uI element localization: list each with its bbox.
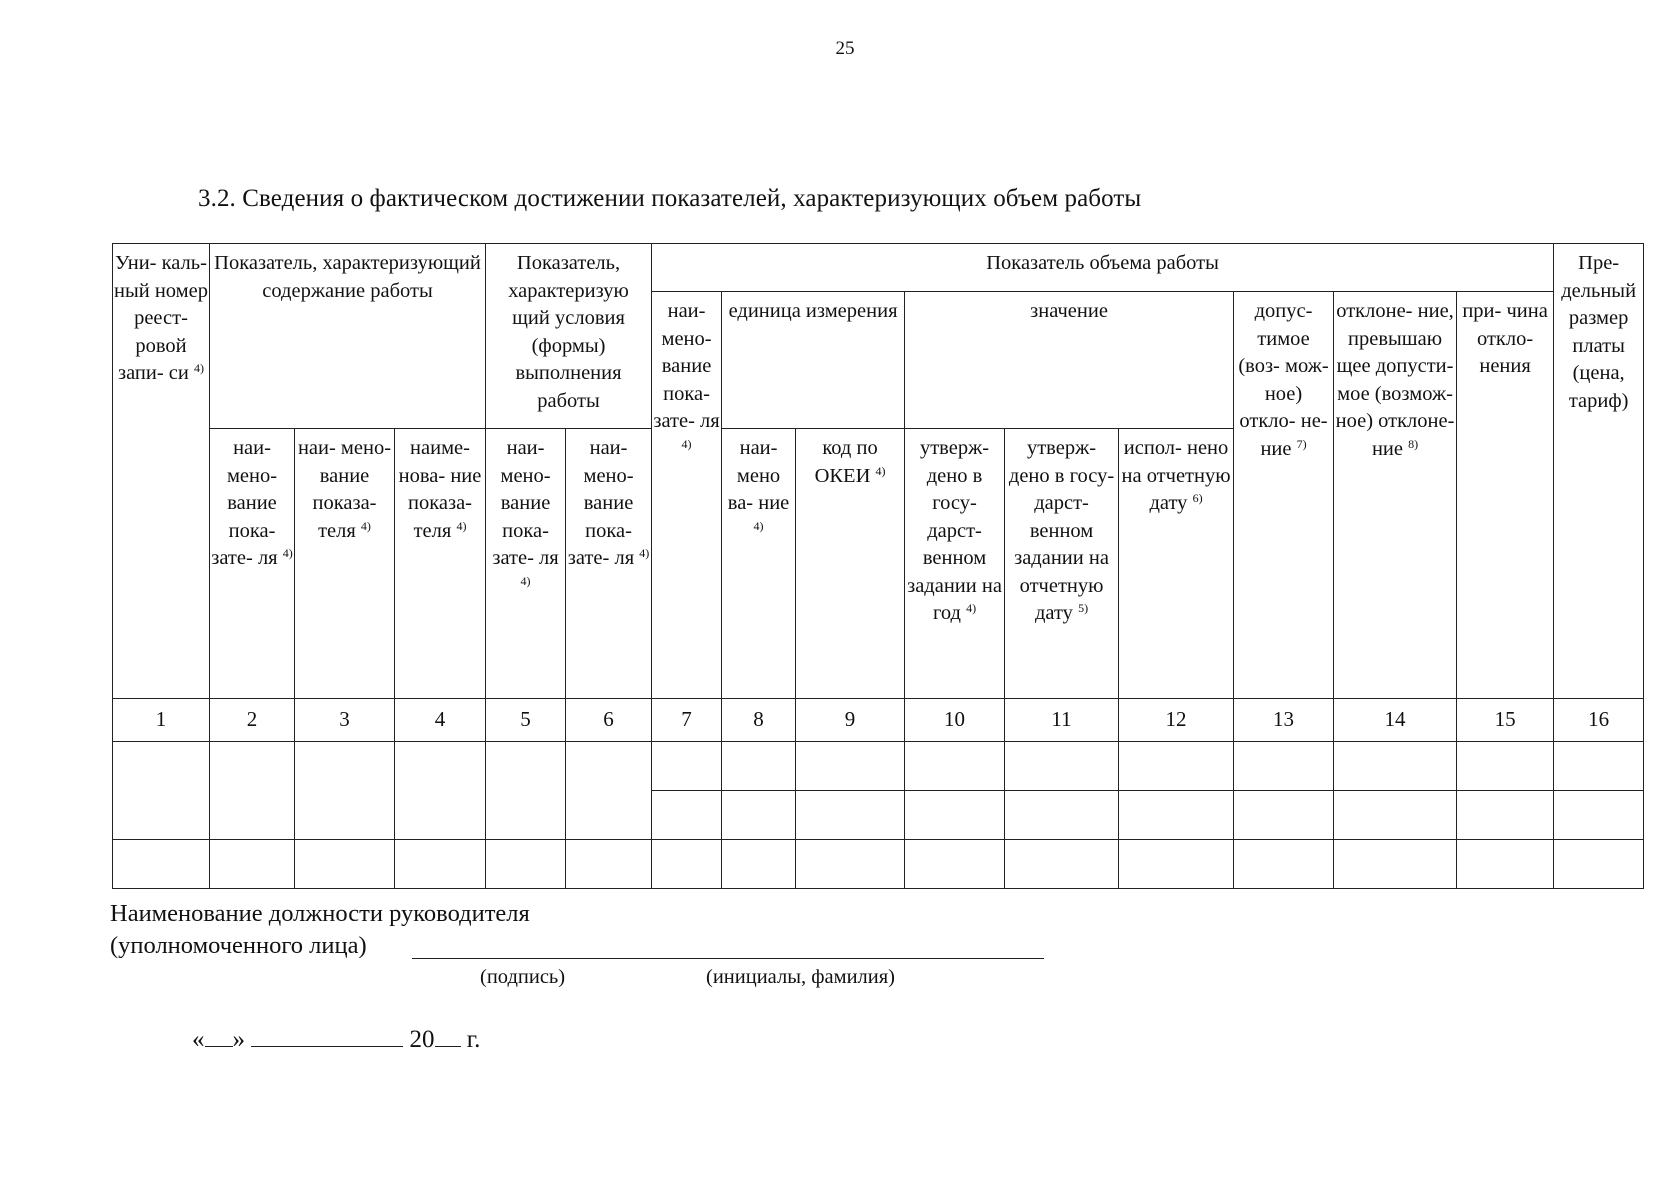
header-col-10: утверж- дено в госу- дарст- венном задании на год $^{4)}$ [905,429,1005,699]
column-number: 12 [1119,699,1234,742]
table-cell [1005,742,1119,791]
column-number: 2 [210,699,295,742]
column-number-row [113,699,1644,742]
name-caption: (инициалы, фамилия) [706,966,895,988]
header-col-9: код по ОКЕИ $^{4)}$ [796,429,905,699]
column-number: 16 [1554,699,1644,742]
column-number: 5 [486,699,566,742]
table-row [113,840,1644,889]
header-col-5: наи- мено- вание пока- зате- ля $^{4)}$ [486,429,566,699]
page-number: 25 [835,38,855,59]
table-row [113,742,1644,791]
table-cell [796,840,905,889]
column-number: 8 [722,699,796,742]
header-col-8: наи- мено ва- ние $^{4)}$ [722,429,796,699]
table-cell [1234,742,1334,791]
year-suffix: г. [466,1026,481,1053]
signature-line [412,958,1044,959]
column-number: 7 [652,699,722,742]
table-cell [1119,742,1234,791]
table-cell [1234,840,1334,889]
signature-caption: (подпись) [480,966,566,988]
table-cell [1334,742,1457,791]
table-cell [1554,840,1644,889]
table-cell [905,791,1005,840]
column-number: 4 [395,699,486,742]
table-cell [395,840,486,889]
day-blank [205,1022,233,1047]
table-cell [905,840,1005,889]
header-deviation-reason: при- чина откло- нения [1457,292,1554,699]
table-cell [1334,840,1457,889]
column-number: 10 [905,699,1005,742]
date-line [192,1022,480,1054]
signature-block [110,898,530,962]
table-cell [722,742,796,791]
report-table [112,243,1644,889]
header-col-11: утверж- дено в госу- дарст- венном задании на отчетную дату $^{5)}$ [1005,429,1119,699]
date-close-quote: » [232,1026,245,1053]
table-cell [1234,791,1334,840]
header-value: значение [905,292,1234,429]
table-cell [295,840,395,889]
table-cell [1119,840,1234,889]
header-indicator-name: наи- мено- вание пока- зате- ля $^{4)}$ [652,292,722,699]
column-number: 11 [1005,699,1119,742]
table-cell [113,840,210,889]
column-number: 6 [566,699,652,742]
table-cell [566,840,652,889]
table-cell [1457,742,1554,791]
table-cell [486,840,566,889]
header-col-6: наи- мено- вание пока- зате- ля $^{4)}$ [566,429,652,699]
section-title: 3.2. Сведения о фактическом достижении показателей, характеризующих объем работы [198,185,1142,212]
date-open-quote: « [192,1026,205,1053]
header-content-indicator: Показатель, характеризующий содержание работы [210,244,486,429]
table-cell [1005,791,1119,840]
header-volume-indicator: Показатель объема работы [652,244,1554,292]
column-number: 1 [113,699,210,742]
column-number: 15 [1457,699,1554,742]
table-cell [652,840,722,889]
header-conditions-indicator: Показатель, характеризую щий условия (формы) выполнения работы [486,244,652,429]
header-col-3: наи- мено- вание показа- теля $^{4)}$ [295,429,395,699]
table-cell [1457,791,1554,840]
column-number: 13 [1234,699,1334,742]
table-cell [652,742,722,791]
header-col-2: наи- мено- вание пока- зате- ля $^{4)}$ [210,429,295,699]
table-cell [1119,791,1234,840]
table-cell [395,742,486,840]
header-exceeding-deviation: отклоне- ние, превышаю щее допусти- мое (возмож- ное) отклоне- ние $^{8)}$ [1334,292,1457,699]
table-cell [796,791,905,840]
table-cell [113,742,210,840]
table-cell [1334,791,1457,840]
table-cell [1554,742,1644,791]
year-blank [435,1022,461,1047]
authorized-person-label: (уполномоченного лица) [110,932,367,959]
table-cell [905,742,1005,791]
header-allowed-deviation: допус- тимое (воз- мож- ное) откло- не- ние $^{7)}$ [1234,292,1334,699]
header-price-limit: Пре- дельный размер платы (цена, тариф) [1554,244,1644,699]
table-cell [1457,840,1554,889]
position-label: Наименование должности руководителя [110,900,530,927]
year-prefix: 20 [409,1026,435,1053]
table-cell [722,840,796,889]
table-cell [295,742,395,840]
table-cell [486,742,566,840]
column-number: 14 [1334,699,1457,742]
table-cell [1005,840,1119,889]
column-number: 9 [796,699,905,742]
table-cell [210,840,295,889]
table-cell [1554,791,1644,840]
table-cell [566,742,652,840]
table-cell [722,791,796,840]
header-col-12: испол- нено на отчетную дату $^{6)}$ [1119,429,1234,699]
table-cell [796,742,905,791]
table-cell [652,791,722,840]
header-unique-number: Уни- каль- ный номер реест- ровой запи- си $^{4)}$ [113,244,210,699]
column-number: 3 [295,699,395,742]
month-blank [251,1022,403,1047]
table-cell [210,742,295,840]
header-unit-of-measure: единица измерения [722,292,905,429]
header-col-4: наиме- нова- ние показа- теля $^{4)}$ [395,429,486,699]
